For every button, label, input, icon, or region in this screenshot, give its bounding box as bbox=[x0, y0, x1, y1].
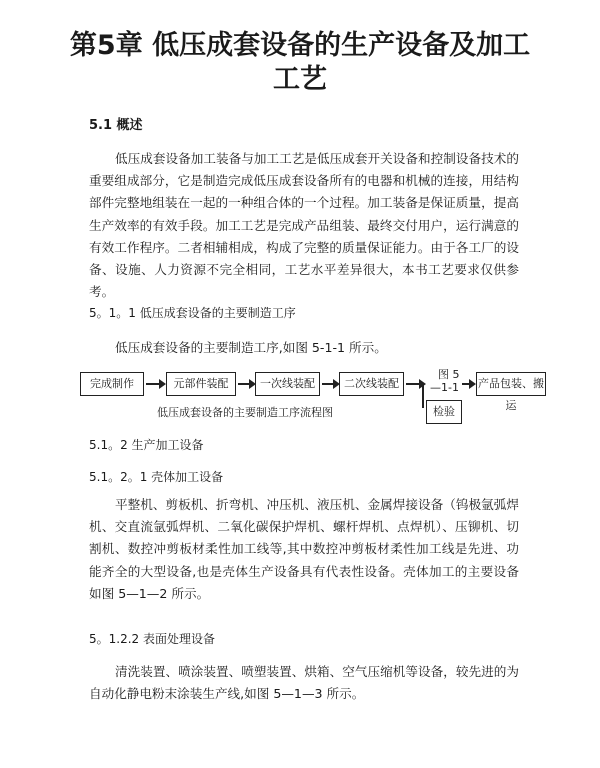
intro-paragraph: 低压成套设备加工装备与加工工艺是低压成套开关设备和控制设备技术的重要组成部分，它是制造完成低压成套设备所有的电器和机械的连接，用结构部件完整地组装在一起的一种组合体的一个过程。加工装备是保证质量，提高生产效率的有效手段。加工工艺是完成产品组装、最终交付用户，运行满意的有效工作程序。二者相辅相成，构成了完整的质量保证能力。由于各工厂的设备、设施、人力资源不完全相同，工艺水平差异很大，本书工艺要求仅供参考。 bbox=[89, 151, 519, 300]
flow-diagram-caption: 低压成套设备的主要制造工序流程图 bbox=[157, 406, 333, 419]
figure-label-bottom: —1-1 bbox=[430, 381, 459, 394]
flow-arrow-4 bbox=[406, 383, 420, 385]
flow-arrow-1 bbox=[146, 383, 160, 385]
surface-treatment-paragraph: 清洗装置、喷涂装置、喷塑装置、烘箱、空气压缩机等设备，较先进的为自动化静电粉末涂装生产线,如图 5—1—3 所示。 bbox=[89, 664, 519, 702]
flow-box-packaging-transport: 产品包装、搬运 bbox=[476, 372, 546, 396]
flow-arrow-5 bbox=[462, 383, 470, 385]
flow-box-inspection: 检验 bbox=[426, 400, 462, 424]
shell-equipment-paragraph: 平整机、剪板机、折弯机、冲压机、液压机、金属焊接设备（钨极氩弧焊机、交直流氩弧焊机、二氧化碳保护焊机、螺杆焊机、点焊机）、压铆机、切割机、数控冲剪板材柔性加工线等,其中数控冲剪板材柔性加工线是先进、功能齐全的大型设备,也是壳体生产设备具有代表性设备。壳体加工的主要设备如图 5—1—2 所示。 bbox=[89, 497, 519, 601]
section-heading-5-1-1: 5。1。1 低压成套设备的主要制造工序 bbox=[89, 306, 296, 320]
chapter-title-line2: 工艺 bbox=[273, 64, 327, 95]
flow-box-finish-making: 完成制作 bbox=[80, 372, 144, 396]
figure-label-top: 图 5 bbox=[438, 368, 460, 381]
process-intro-text: 低压成套设备的主要制造工序,如图 5-1-1 所示。 bbox=[115, 340, 387, 355]
section-heading-5-1-2-1: 5.1。2。1 壳体加工设备 bbox=[89, 470, 224, 484]
section-heading-5-1-2-2: 5。1.2.2 表面处理设备 bbox=[89, 632, 215, 646]
section-heading-5-1-2: 5.1。2 生产加工设备 bbox=[89, 438, 204, 452]
flow-box-component-assembly: 元部件装配 bbox=[166, 372, 236, 396]
chapter-title-line1: 第5章 低压成套设备的生产设备及加工 bbox=[69, 30, 531, 61]
flow-box-primary-wiring: 一次线装配 bbox=[255, 372, 320, 396]
section-heading-5-1: 5.1 概述 bbox=[89, 118, 143, 133]
flow-arrow-3 bbox=[322, 383, 334, 385]
flow-connector-vertical bbox=[422, 384, 424, 408]
flow-box-secondary-wiring: 二次线装配 bbox=[339, 372, 404, 396]
flow-arrow-2 bbox=[238, 383, 250, 385]
